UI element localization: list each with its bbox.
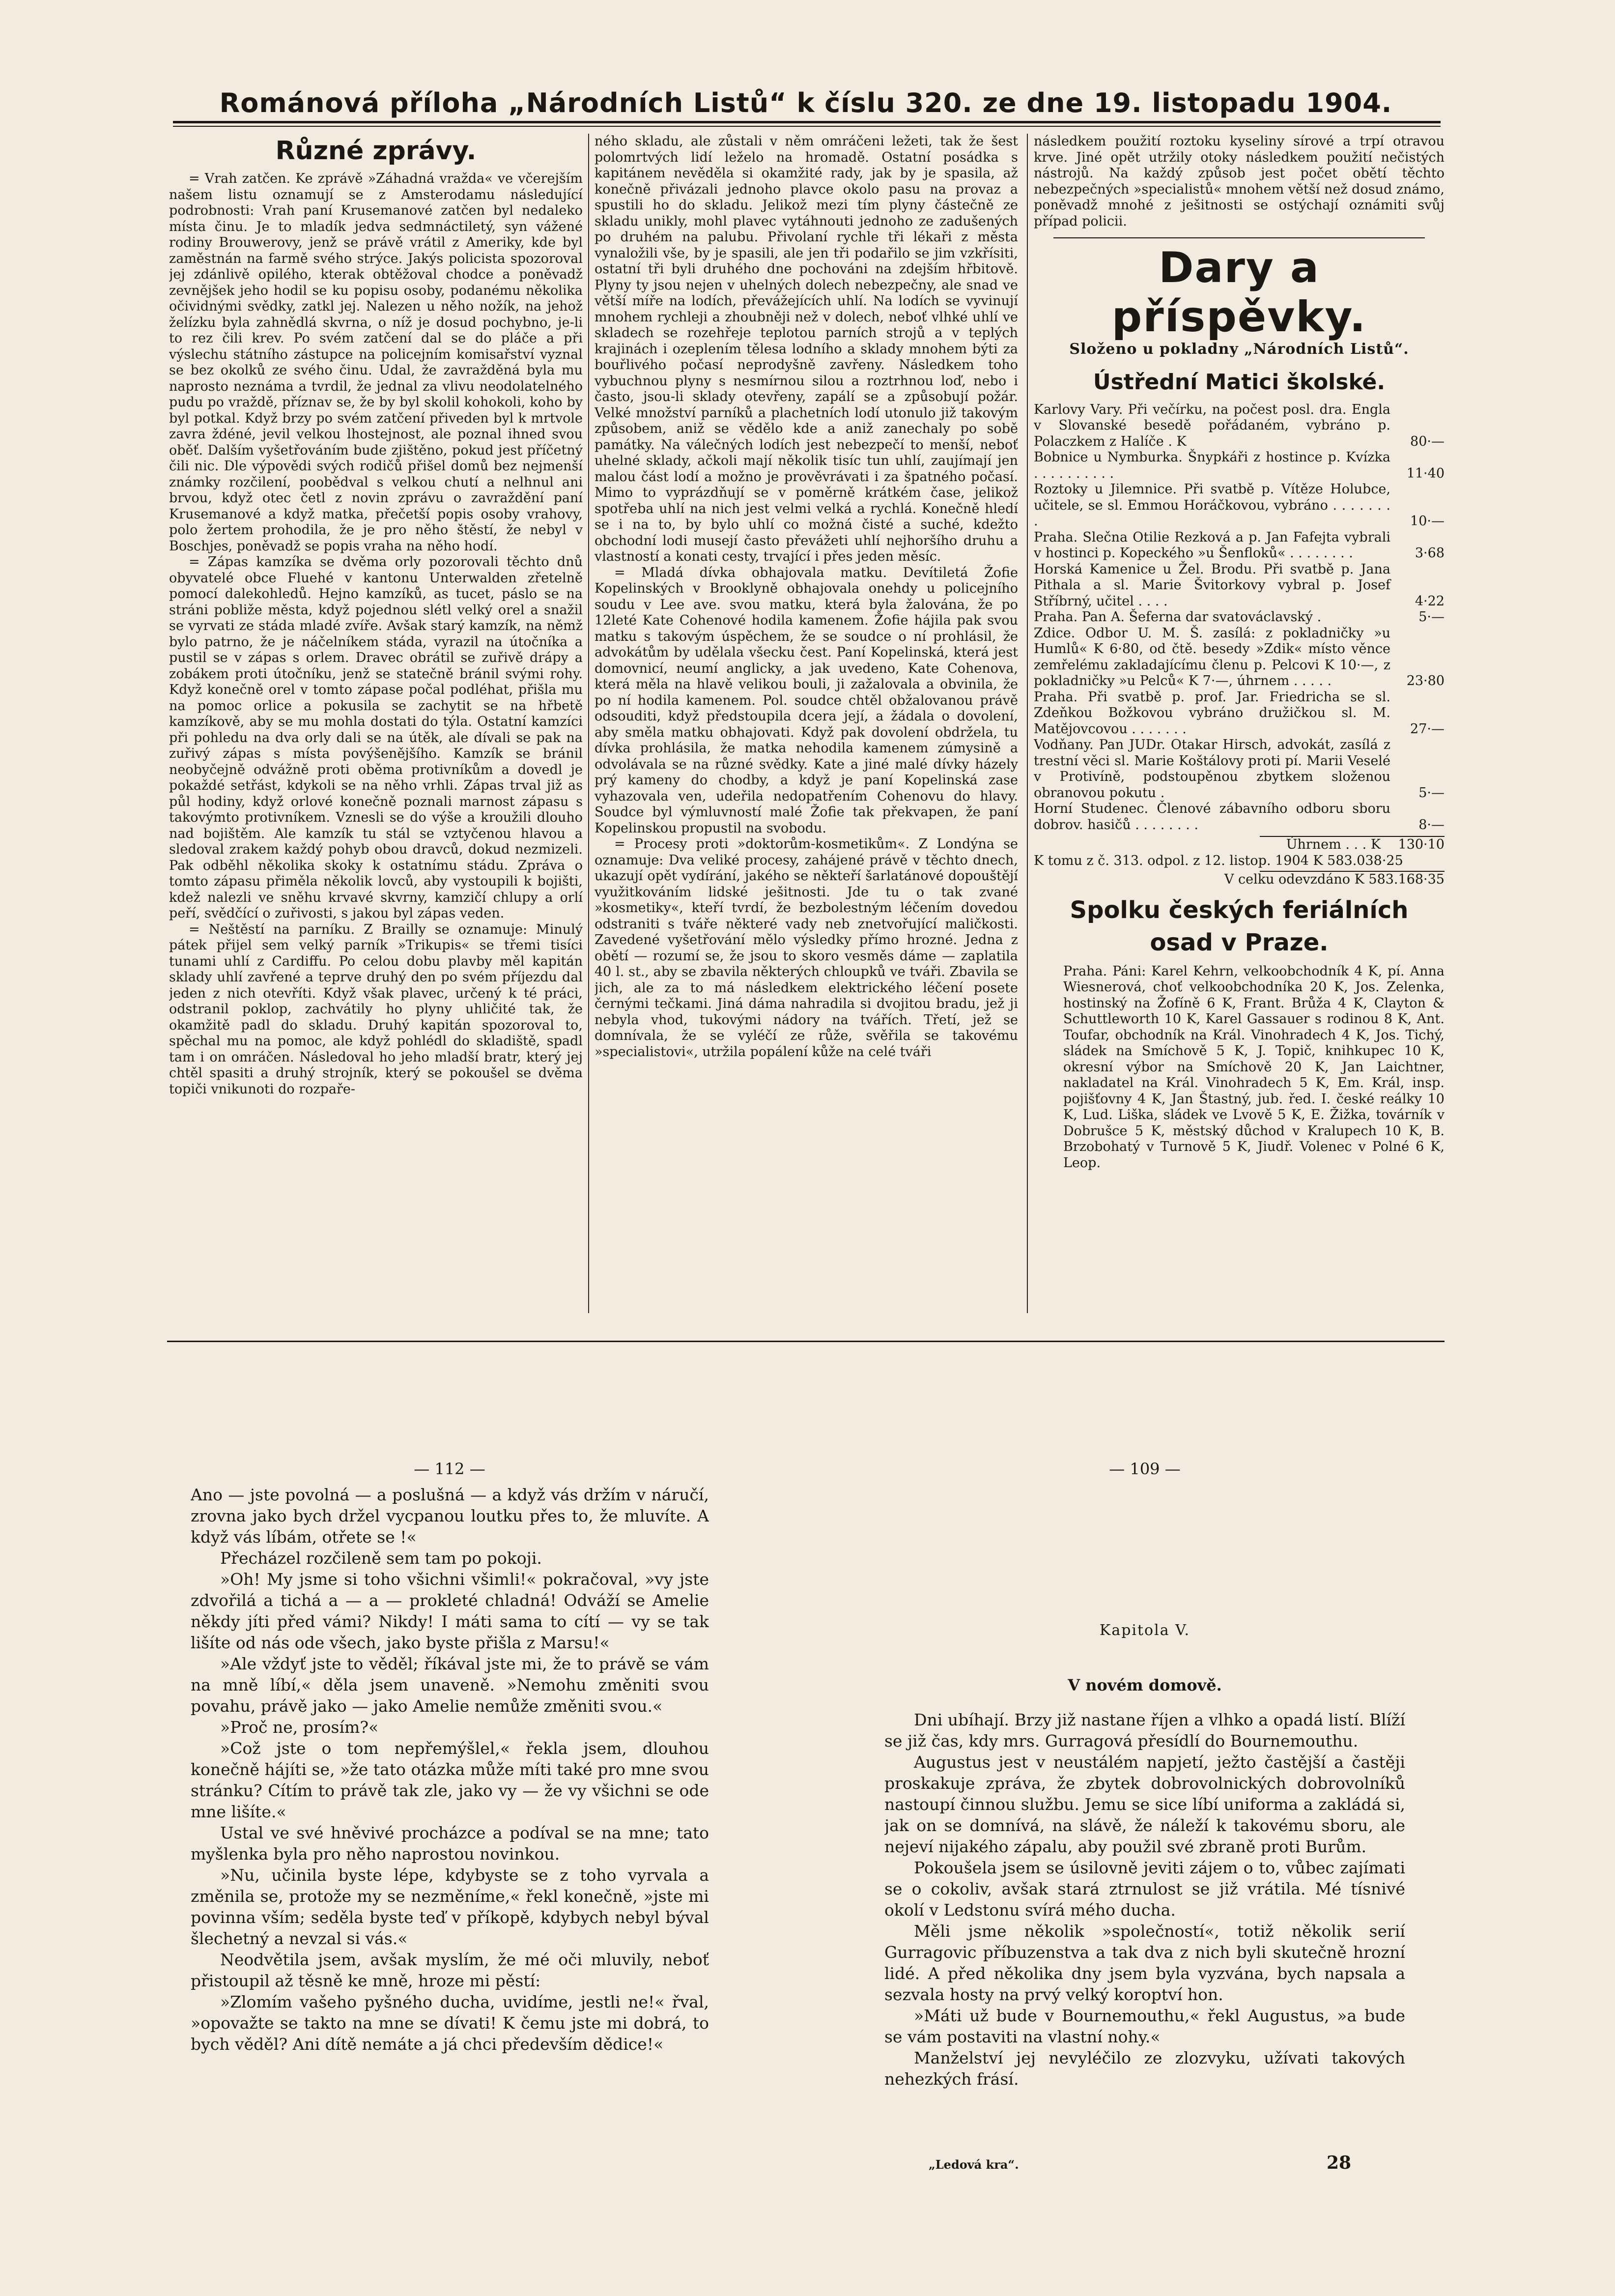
donation-amount: 11·40 — [1406, 465, 1445, 481]
donation-row — [1034, 609, 1445, 626]
story-paragraph: Ustal ve své hněvivé procházce a podíval se na mne; tato myšlenka byla pro něho naprostou novinkou. — [191, 1823, 709, 1864]
donation-amount: 4·22 — [1415, 593, 1445, 609]
section-title-ruzne-zpravy: Různé zprávy. — [275, 136, 477, 166]
sum-line: V celku odevzdáno K 583.168·35 — [1224, 872, 1445, 887]
donation-row — [1034, 801, 1445, 833]
header-rule — [173, 121, 1441, 123]
spolku-donors: Praha. Páni: Karel Kehrn, velkoobchodník 4 K, pí. Anna Wiesnerová, choť velkoobchodníka 20 K, Jos. Zelenka, hostinský na Žofíně 6 K, Frant. Brůža 4 K, Clayton & Schuttleworth 10 K, Karel Gassauer s rodinou 8 K, Ant. Toufar, obchodník na Král. Vinohradech 4 K, Jos. Tichý, sládek na Smíchově 5 K, J. Topič, knihkupec 10 K, okresní výbor na Smíchově 20 K, Jan Laichtner, nakladatel na Král. Vinohradech 5 K, Em. Král, insp. pojišťovny 4 K, Jan Štastný, jub. řed. I. české reálky 10 K, Lud. Liška, sládek ve Lvově 5 K, E. Žižka, továrník v Dobrušce 5 K, městský důchod v Kralupech 10 K, B. Brzobohatý v Turnově 5 K, Jiudř. Volenec v Polné 6 K, Leop. — [1063, 963, 1445, 1171]
page-rule — [167, 1341, 1445, 1342]
article-procesy-continued: následkem použití roztoku kyseliny sírové a trpí otravou krve. Jiné opět utržily otoky následkem použití nečistých nástrojů. Na každý způsob jest počet obětí těchto nebezpečných »specialistů« mnohem větší než dosud známo, poněvadž mnohé z ješitnosti se ostýchají oznámiti svůj případ policii. — [1034, 134, 1445, 229]
column-divider — [1027, 134, 1028, 1313]
footer-title: „Ledová kra“. — [929, 2157, 1019, 2172]
story-paragraph: »Zlomím vašeho pyšného ducha, uvidíme, jestli ne!« řval, »opovažte se takto na mne se dívati! K čemu jste mi dobrá, to bych věděl? Ani dítě nemáte a já chci především dědice!« — [191, 1992, 709, 2054]
story-paragraph: Augustus jest v neustálém napjetí, ježto častější a častěji proskakuje zpráva, že zbytek dobrovolnických dobrovolníků nastoupí činnou službu. Jemu se sice líbí uniforma a zakládá si, jak on se domnívá, na slávě, že náleží k takovému sboru, ale nejeví nijakého zápalu, aby použil své zbraně proti Burům. — [884, 1752, 1405, 1856]
article-nestesti-continued: ného skladu, ale zůstali v něm omráčeni ležeti, tak že šest polomrtvých lidí leželo na hromadě. Ostatní posádka s kapitánem nevěděla si okamžité rady, jak by je spasila, až konečně přivázali jednoho plavce okolo pasu na provaz a spustili ho do skladu. Jelikož mezi tím plyny částečně ze skladu unikly, mohl plavec vytáhnouti jednoho ze zadušených po druhém na palubu. Přivolaní rychle tři lékaři z města vynaložili vše, by je spasili, ale jen tři podařilo se jim vzkřísiti, ostatní tři byli druhého dne pochováni na zdejším hřbitově. Plyny ty jsou nejen v uhelných dolech nebezpečny, ale snad ve větší míře na lodích, převážejících uhlí. Na lodích se vyvinují mnohem rychleji a zhoubněji než v dolech, neboť vlhké uhlí ve skladech se rozehřeje teplotou parních strojů a v teplých krajinách i ozeplením tělesa lodního a sklady mnohem býti za bouřlivého počasí neprodyšně zavřeny. Následkem toho vybuchnou plyny s nesmírnou silou a roztrhnou loď, nebo i často, jsou-li sklady otevřeny, zapálí se a způsobují požár. Velké množství parníků a plachetních lodí utonulo již takovým způsobem, aniž se vědělo kde a aniž zanechaly po sobě památky. Na válečných lodích jest nebezpečí to menší, neboť uhelné sklady, ačkoli mají několik tisíc tun uhlí, zaujímají jen malou část lodí a možno je prověvrávati i za špatného počasí. Mimo to vyprázdňují se v poměrně krátkém čase, jelikož spotřeba uhlí na nich jest velmi velká a rychlá. Konečně hledí se i na to, by bylo uhlí co možná čisté a suché, kdežto obchodní lodi musejí často převážeti uhlí nejhoršího druhu a vlastností a konati cesty, trvající i přes jeden měsíc. — [595, 134, 1018, 564]
donation-amount: 3·68 — [1415, 545, 1445, 561]
donation-amount: 27·— — [1410, 721, 1445, 737]
article-vrah-zatcen: = Vrah zatčen. Ke zprávě »Záhadná vražda« ve včerejším našem listu oznamují se z Amsterodamu následující podrobnosti: Vrah paní Krusemanové zatčen byl nedaleko místa činu. Je to mladík jedva sedmnáctiletý, syn vážené rodiny Brouwerovy, jenž se právě vrátil z Ameriky, kde byl zaměstnán na farmě svého strýce. Jakýs policista spozoroval jej zdánlivě opilého, kterak obtěžoval chodce a poněvadž zevnějšek jeho hodil se ku popisu osoby, podanému několika očividnými svědky, zatkl jej. Nalezen u něho nožík, na jehož želízku byla zahnědlá skvrna, o níž je dosud pochybno, je-li to rez čili krev. Po svém zatčení dal se do pláče a při výslechu státního zástupce na policejním komisařství vyznal se bez okolků ze svého činu. Udal, že zavražděná byla mu naprosto neznáma a tvrdil, že jednal za vlivu neodolatelného pudu po vraždě, příznav se, že by byl skolil kohokoli, koho by byl potkal. Když brzy po svém zatčení přiveden byl k mrtvole zavra ždéné, jevil velkou lhostejnost, ale poznal ihned svou oběť. Dalším vyšetřováním bude zjištěno, pokud jest příčetný čili nic. Dle výpovědi svých rodičů přišel domů bez nejmenší známky rozčilení, poobědval s velkou chutí a nelhnul ani brvou, když otec četl z novin zprávu o zavraždění paní Krusemanové a když matka, přečetší popis osoby vrahovy, polo žertem prohodila, že je pro něho štěstí, že nebyl v Boschjes, poněvadž se popis vraha na něho hodí. — [169, 171, 583, 554]
recipient-title-matice: Ústřední Matici školské. — [1093, 369, 1386, 395]
donation-row — [1034, 530, 1445, 562]
story-paragraph: »Nu, učinila byste lépe, kdybyste se z toho vyrvala a změnila se, protože my se nezměníme,« řekl konečně, »jste mi povinna vším; seděla byste teď v příkopě, kdybych nebyl býval šlechetný a nevzal si vás.« — [191, 1866, 709, 1948]
donation-amount: 80·— — [1410, 433, 1445, 449]
donation-row — [1034, 482, 1445, 530]
donation-text: Praha. Pan A. Šeferna dar svatováclavský . — [1034, 609, 1322, 625]
column-1 — [169, 134, 583, 1328]
story-left — [191, 1484, 709, 2148]
story-paragraph: Ano — jste povolná — a poslušná — a když vás držím v náručí, zrovna jako bych držel vycpanou loutku přes to, že mluvíte. A když vás líbám, otřete se !« — [191, 1485, 709, 1547]
donation-text: Praha. Při svatbě p. prof. Jar. Friedricha se sl. Zdeňkou Božkovou vybráno družičkou sl. M. Matějovcovou . . . . . . . — [1034, 689, 1390, 737]
section-rule — [1053, 237, 1425, 238]
column-2 — [595, 134, 1018, 1328]
donation-text: Vodňany. Pan JUDr. Otakar Hirsch, advokát, zasílá z trestní věci sl. Marie Koštálovy proti pí. Marii Veselé v Protivíně, podstoupěnou zbytkem složenou obranovou pokutu . — [1034, 737, 1390, 801]
donation-text: Bobnice u Nymburka. Šnypkáři z hostince p. Kvízka . . . . . . . . . . — [1034, 450, 1390, 481]
total-amount: 130·10 — [1398, 837, 1445, 852]
story-paragraph: »Máti už bude v Bournemouthu,« řekl Augustus, »a bude se vám postaviti na vlastní nohy.« — [884, 2006, 1405, 2046]
donation-text: Karlovy Vary. Při večírku, na počest posl. dra. Engla v Slovanské besedě pořádaném, vybráno p. Polaczkem z Halíče . K — [1034, 402, 1390, 449]
donation-row — [1034, 450, 1445, 482]
page-number-right: — 109 — — [1109, 1460, 1181, 1478]
chapter-number: Kapitola V. — [1099, 1622, 1190, 1639]
donation-row — [1034, 562, 1445, 610]
total-row — [1034, 837, 1445, 853]
story-paragraph: Pokoušela jsem se úsilovně jeviti zájem o to, vůbec zajímati se o cokoliv, avšak stará ztrnulost se již vrátila. Mé tísnivé okolí v Ledstonu svírá mého ducha. — [884, 1858, 1405, 1920]
article-nestesti-na-parniku: = Neštěstí na parníku. Z Brailly se oznamuje: Minulý pátek přijel sem velký parník »Trikupis« se třemi tisíci tunami uhlí z Cardiffu. Po celou dobu plavby měl kapitán sklady uhlí zavřené a teprve druhý den po svém příjezdu dal jeden z nich otevříti. Když však plavec, určený k té práci, odstranil poklop, zachvátily ho plyny uhličité tak, že okamžitě padl do skladu. Druhý kapitán spozoroval to, spěchal mu na pomoc, ale když pohlédl do skladiště, spadl tam i on omráčen. Následoval ho jeho mladší bratr, který jej chtěl spasiti a druhý strojník, který se pokoušel se dvěma topiči vnikunoti do rozpaře- — [169, 921, 583, 1097]
chapter-title: V novém domově. — [1068, 1676, 1222, 1694]
recipient-title-spolku: Spolku českých feriálních osad v Praze. — [1070, 896, 1409, 956]
footer-page-number: 28 — [1327, 2152, 1352, 2173]
donation-text: Horní Studenec. Členové zábavního odboru sboru dobrov. hasičů . . . . . . . . — [1034, 801, 1390, 832]
page-number-left: — 112 — — [414, 1460, 485, 1478]
story-paragraph: »Proč ne, prosím?« — [220, 1718, 379, 1737]
donation-text: Praha. Slečna Otilie Rezková a p. Jan Fafejta vybrali v hostinci p. Kopeckého »u Šenfloků« . . . . . . . . — [1034, 529, 1390, 561]
donation-row — [1034, 402, 1445, 450]
story-paragraph: »Což jste o tom nepřemýšlel,« řekla jsem, dlouhou konečně hájíti se, »že tato otázka může míti také pro mne svou stránku? Cítím to právě tak zle, jako vy — že vy všichni se ode mne lišíte.« — [191, 1739, 709, 1821]
article-mlada-divka: = Mladá dívka obhajovala matku. Devítiletá Žofie Kopelinských v Brooklyně obhajovala onehdy u policejního soudu v Lee ave. svou matku, která byla žalována, že po 12leté Kate Cohenové hodila kamenem. Žofie hájila pak svou matku s takovým úspěchem, že se soudce o ní prohlásil, že advokátům by udělala všecku čest. Paní Kopelinská, která jest domovnicí, neumí anglicky, a jak uvedeno, Kate Cohenova, která měla na hlavě velikou bouli, ji zažalovala a obvinila, že po ní hodila kamenem. Pol. soudce chtěl obžalovanou právě odsouditi, když předstoupila dcera její, a žádala o dovolení, aby směla matku obhajovati. Když pak dovolení obdržela, tu dívka prohlásila, že matka nehodila kamenem zúmysině a odvolávala se na různé svědky. Kate a jiné malé dívky házely prý kameny do chodby, a když je paní Kopelinská zase vyhazovala ven, udeřila nedopatřením Cohenovu do hlavy. Soudce byl výmluvností malé Žofie tak překvapen, že paní Kopelinskou propustil na svobodu. — [595, 565, 1018, 836]
donation-text: Horská Kamenice u Žel. Brodu. Při svatbě p. Jana Pithala a sl. Marie Švitorkovy vybral p. Josef Stříbrný, učitel . . . . — [1034, 561, 1390, 609]
header-rule-thin — [173, 126, 1441, 127]
article-procesy-kosmetiku: = Procesy proti »doktorům-kosmetikům«. Z Londýna se oznamuje: Dva veliké procesy, zahájené právě v těchto dnech, ukazují opět vydírání, jakého se někteří šarlatánové dopouštějí využitkováním lidské ješitnosti. Jde tu o tak zvané »kosmetiky«, kteří tvrdí, že bezbolestným léčením dovedou odstraniti s tváře některé vady neb znetvořující maličkosti. Zavedené vyšetřování mělo výsledky přímo hrozné. Jedna z obětí — rozumí se, že jsou to skoro vesměs dáme — zaplatila 40 l. st., aby se zbavila některých chloupků ve tváři. Zbavila se jich, ale za to má následkem elektrického léčení posete černými tečkami. Jiná dáma nahradila si dvojitou bradu, jež ji nebyla vhod, tukovými nádory na tvářích. Třetí, jež se domnívala, že se vyléčí ze růže, svěřila se takovému »specialistovi«, utržila popálení kůže na celé tváři — [595, 836, 1018, 1060]
total-label: Úhrnem . . . K — [1286, 837, 1381, 852]
story-paragraph: Měli jsme několik »společností«, totiž několik serií Gurragovic příbuzenstva a tak dva z nich byli skutečně hrozní lidé. A před několika dny jsem byla vyzvána, bych napsala a sezvala hosty na prvý velký koroptví hon. — [884, 1922, 1405, 2004]
column-divider — [588, 134, 589, 1313]
donation-amount: 10·— — [1410, 514, 1445, 529]
story-paragraph: Neodvětila jsem, avšak myslím, že mé oči mluvily, neboť přistoupil až těsně ke mně, hroze mi pěstí: — [191, 1950, 709, 1990]
column-3 — [1034, 134, 1445, 1333]
story-paragraph: »Ale vždyť jste to věděl; říkával jste mi, že to právě se vám na mně líbí,« děla jsem unaveně. »Nemohu změniti svou povahu, právě jako — jako Amelie nemůže změniti svou.« — [191, 1654, 709, 1716]
story-paragraph: Přecházel rozčileně sem tam po pokoji. — [220, 1549, 542, 1568]
donation-row — [1034, 689, 1445, 738]
donation-amount: 23·80 — [1406, 673, 1445, 689]
article-zapas-kamzika: = Zápas kamzíka se dvěma orly pozorovali těchto dnů obyvatelé obce Fluehé v kantonu Unterwalden zřetelně pomocí dalekohledů. Hejno kamzíků, as tucet, páslo se na stráni pobliže města, když pojednou slétl velký orel a snažil se vyrvati ze stáda mladé zvíře. Avšak starý kamzík, na němž bylo patrno, že je náčelníkem stáda, vyrazil na útočníka a pustil se v zápas s orlem. Dravec obrátil se zuřivě drápy a zobákem proti útočníku, jenž se statečně bránil svými rohy. Když konečně orel v tomto zápase počal podléhat, přišla mu na pomoc orlice a pokusila se zachytit se na hřbetě kamzíkově, aby se mu mohla dostati do týla. Ostatní kamzíci při pohledu na dva orly dali se na útěk, ale dívali se pak na zuřivý zápas s místa povýšenějšího. Kamzík se bránil neobyčejně odvážně proti oběma protivníkům a dovedl je pokaždé setřást, kdykoli se na něho vrhli. Zápas trval již as půl hodiny, když orlové konečně poznali marnost zápasu s takovýmto protivníkem. Vznesli se do výše a kroužili dlouho nad bojištěm. Ale kamzík tu stál se vztyčenou hlavou a sledoval zrakem každý pohyb obou dravců, dokud nezmizeli. Pak odběhl několika skoky k ostatnímu stádu. Zpráva o tomto zápasu přiměla několik lovců, aby vystoupili k bojišti, kdež nalezli ve sněhu krvavé skvrny, kamzičí chlupy a orlí peří, svědčící o zuřivosti, s jakou byl zápas veden. — [169, 554, 583, 921]
page-header-title: Románová příloha „Národních Listů“ k číslu 320. ze dne 19. listopadu 1904. — [219, 87, 1392, 118]
donation-amount: 8·— — [1418, 817, 1445, 832]
section-title-dary: Dary a příspěvky. — [1111, 243, 1367, 342]
donation-text: Roztoky u Jilemnice. Při svatbě p. Vítěze Holubce, učitele, se sl. Emmou Horáčkovou, vybráno . . . . . . . . — [1034, 482, 1390, 529]
donation-row — [1034, 626, 1445, 689]
story-paragraph: Manželství jej nevyléčilo ze zlozvyku, užívati takových nehezkých frásí. — [884, 2048, 1405, 2089]
story-right — [884, 1709, 1405, 2137]
story-paragraph: Dni ubíhají. Brzy již nastane říjen a vlhko a opadá listí. Blíží se již čas, kdy mrs. Gurragová přesídlí do Bournemouthu. — [884, 1710, 1405, 1751]
carry-line: K tomu z č. 313. odpol. z 12. listop. 1904 K 583.038·25 — [1034, 853, 1403, 868]
donation-amount: 5·— — [1418, 609, 1445, 625]
donation-amount: 5·— — [1418, 785, 1445, 801]
section-subtitle-dary: Složeno u pokladny „Národních Listů“. — [1069, 341, 1409, 358]
donation-text: Zdice. Odbor U. M. Š. zasílá: z pokladničky »u Humlů« K 6·80, od čtě. besedy »Zdik« místo věnce zemřelému zakladajícímu členu p. Pelcovi K 10·—, z pokladničky »u Pelců« K 7·—, úhrnem . . . . . — [1034, 625, 1390, 689]
story-paragraph: »Oh! My jsme si toho všichni všimli!« pokračoval, »vy jste zdvořilá a tichá a — a — prokleté chladná! Odváží se Amelie někdy jíti před vámi? Nikdy! I máti sama to cítí — vy se tak lišíte od nás ode všech, jako byste přišla z Marsu!« — [191, 1570, 709, 1652]
donation-row — [1034, 737, 1445, 801]
